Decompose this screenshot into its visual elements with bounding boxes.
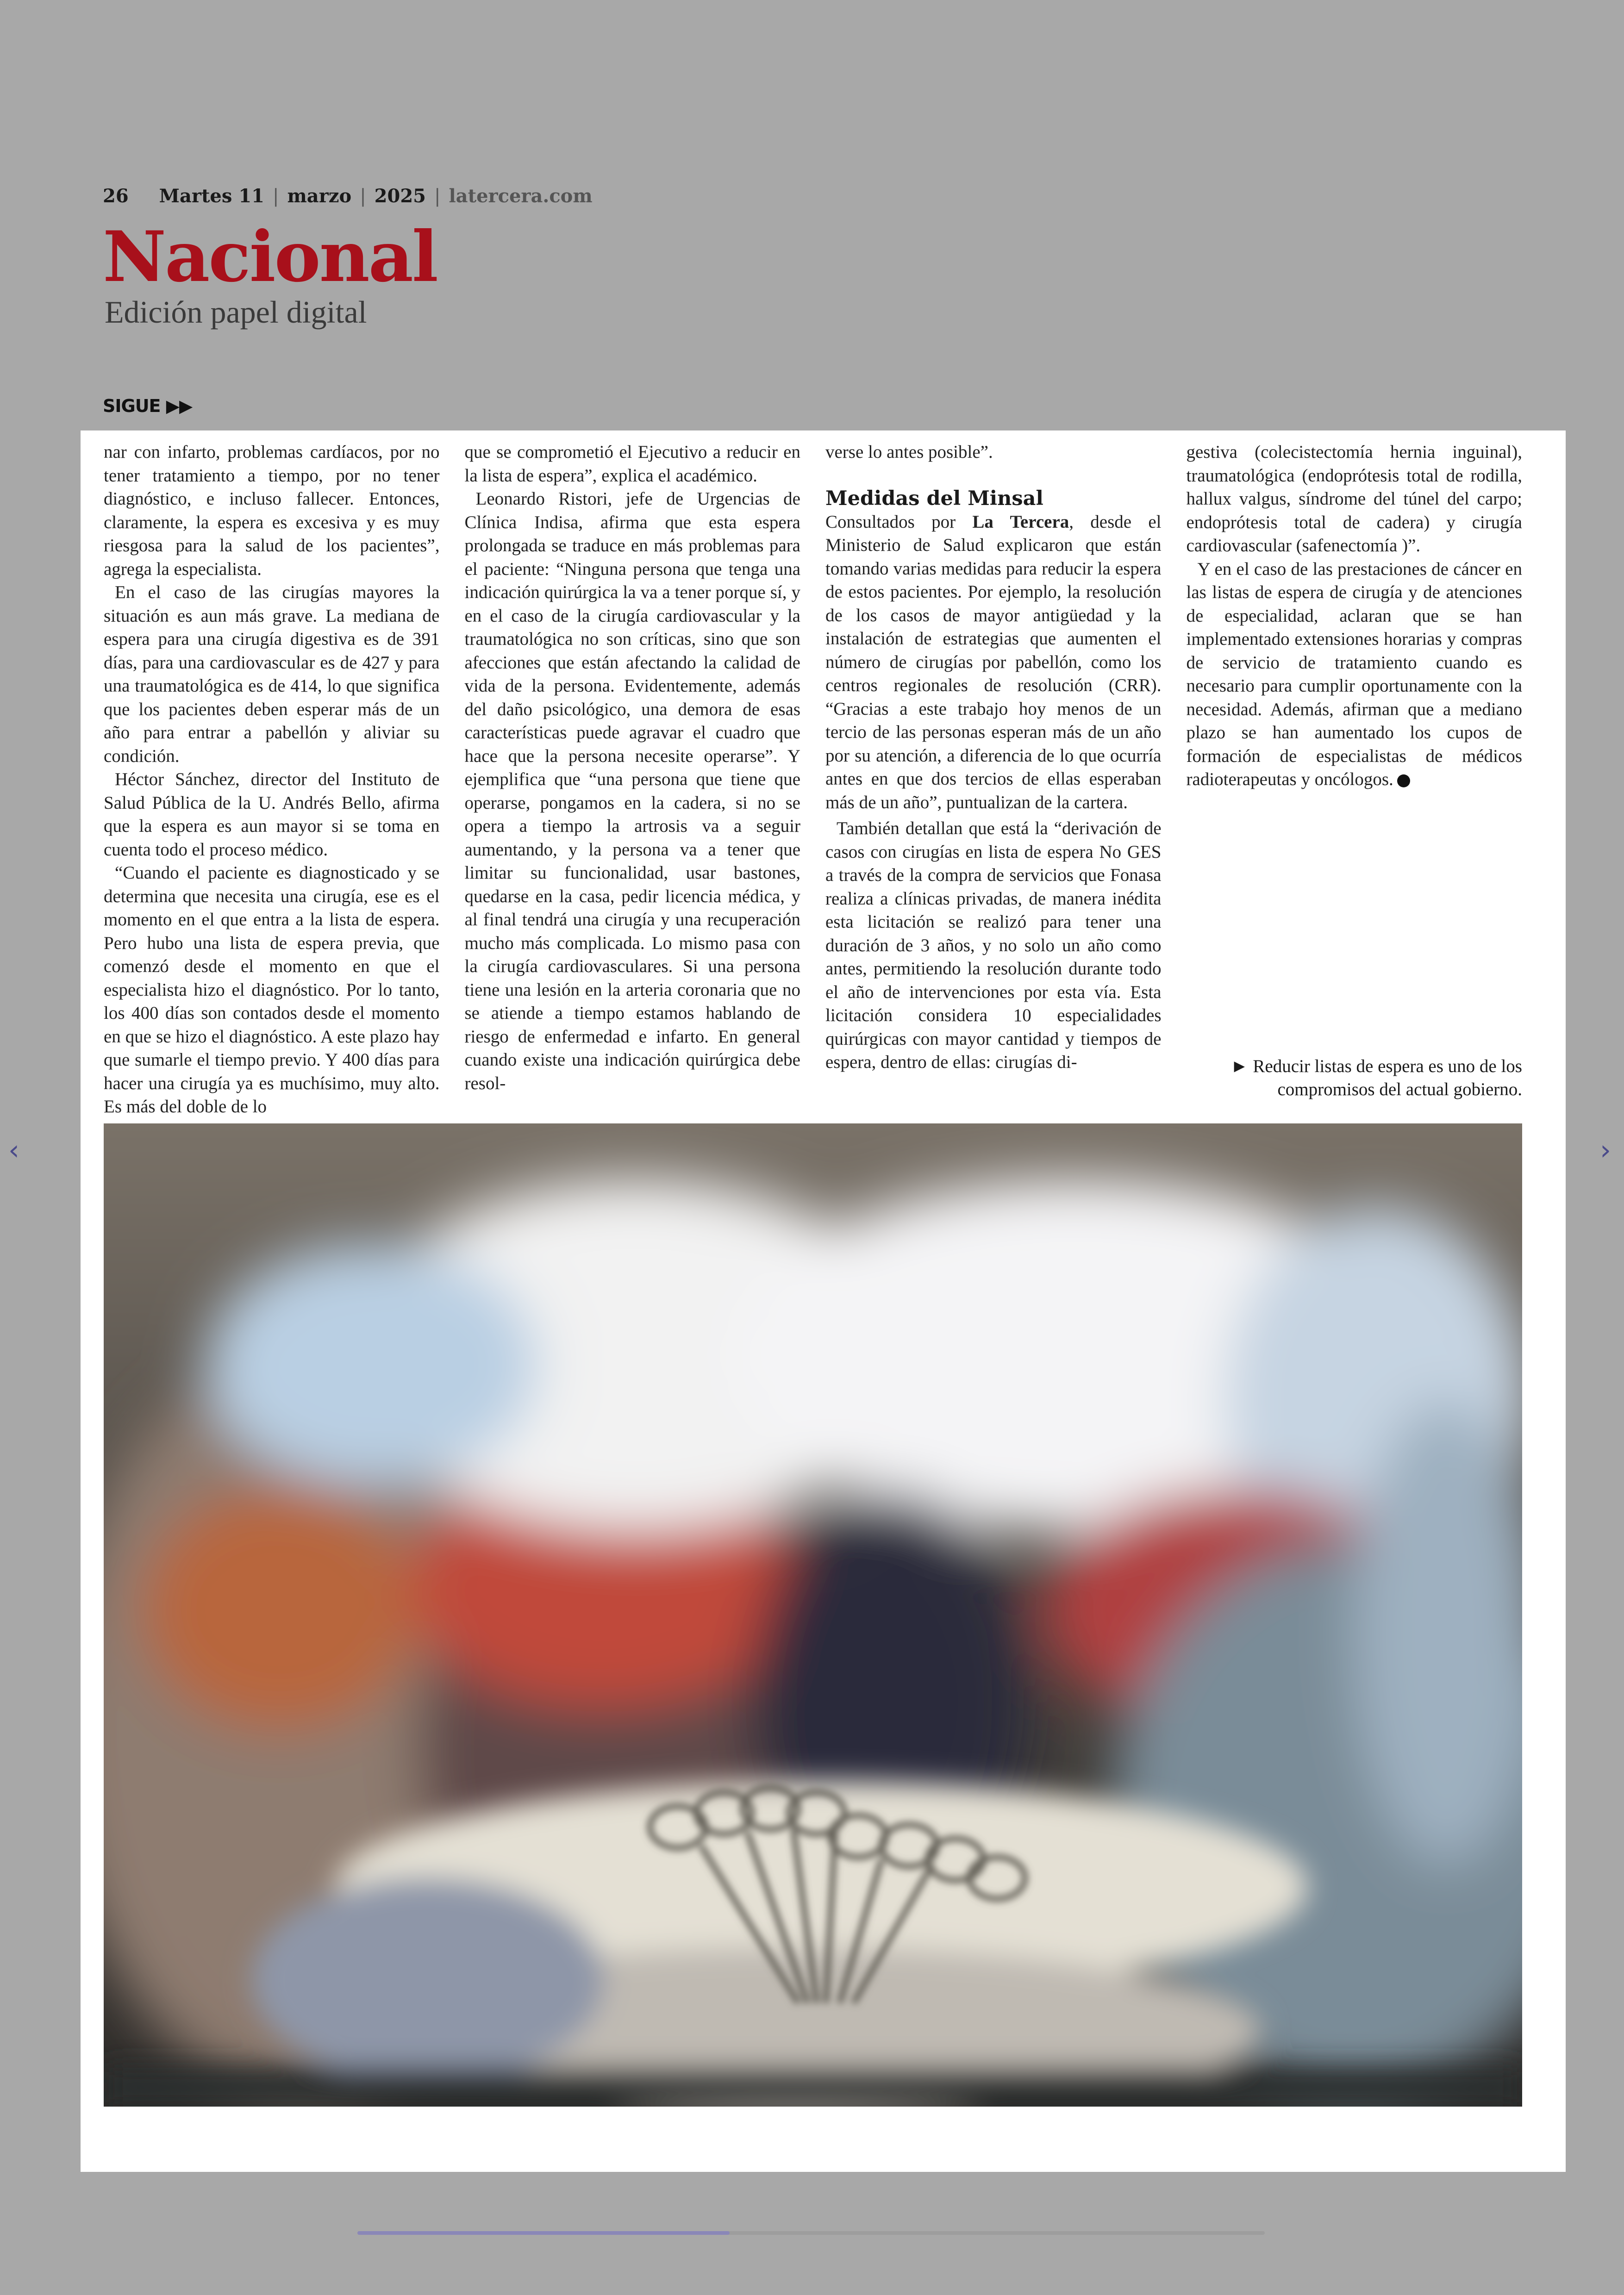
- chevron-left-icon[interactable]: ‹: [8, 1134, 19, 1166]
- subheading: Medidas del Minsal: [825, 486, 1043, 510]
- paragraph: nar con infarto, problemas cardíacos, por no tener tratamiento a tiempo, por no tener diagnóstico, e incluso fallecer. Entonces, claramente, la espera es excesiva y es muy riesgosa para la salud de los pacientes”, agrega la especialista.: [104, 442, 440, 579]
- publication-name: La Tercera: [972, 511, 1069, 532]
- chevron-right-icon[interactable]: ›: [1600, 1134, 1611, 1166]
- surgery-photo: [104, 1123, 1522, 2107]
- paragraph: Leonardo Ristori, jefe de Urgencias de Clínica Indisa, afirma que esta espera prolongada se traduce en más problemas para el paciente: “Ninguna persona que tenga una indicación quirúrgica la va a tener porque sí, y en el caso de la cirugía cardiovascular y la traumatológica no son críticas, sino que son afecciones que están afectando la calidad de vida de la persona. Evidentemente, además del daño psicológico, una demora de esas características puede agravar el cuadro que hace que la persona necesite operarse”. Y ejemplifica que “una persona que tiene que operarse, pongamos en la cadera, si no se opera a tiempo la artrosis va a seguir aumentando, y la persona va a tener que limitar su funcionalidad, usar bastones, quedarse en la casa, pedir licencia médica, y al final tendrá una cirugía y una recuperación mucho más complicada. Lo mismo pasa con la cirugía cardiovasculares. Si una persona tiene una lesión en la arteria coronaria que no se atiende a tiempo estamos hablando de riesgo de enfermedad e infarto. En general cuando existe una indicación quirúrgica debe resol-: [464, 489, 800, 1093]
- issue-month: marzo: [287, 185, 352, 207]
- newspaper-page: [81, 430, 1566, 2172]
- edition-subtitle: Edición papel digital: [105, 294, 367, 330]
- site-name: latercera.com: [449, 185, 593, 207]
- issue-day: Martes 11: [159, 185, 264, 207]
- paragraph: Consultados por La Tercera, desde el Ministerio de Salud explicaron que están tomando varias medidas para reducir la espera de estos pacientes. Por ejemplo, la resolución de los casos de mayor antigüedad y la instalación de estrategias que aumenten el número de cirugías por pabellón, como los centros regionales de resolución (CRR). “Gracias a este trabajo hoy menos de un tercio de las personas esperan más de un año por su atención, a diferencia de lo que ocurría antes en que dos tercios de ellas esperaban más de un año”, puntualizan de la cartera.: [825, 511, 1162, 812]
- paragraph: gestiva (colecistectomía hernia inguinal), traumatológica (endoprótesis total de rodilla, hallux valgus, síndrome del túnel del carpo; endoprótesis total de cadera) y cirugía cardiovascular (safenectomía )”.: [1186, 442, 1522, 555]
- continued-marker: SIGUE ▶▶: [103, 396, 193, 416]
- paragraph: Héctor Sánchez, director del Instituto de Salud Pública de la U. Andrés Bello, afirma que la espera es aun mayor si se toma en cuenta todo el proceso médico.: [104, 769, 440, 860]
- paragraph: Y en el caso de las prestaciones de cáncer en las listas de espera de cirugía y de atenciones de especialidad, aclaran que se han implementado extensiones horarias y compras de servicio de tratamiento cuando es necesario para cumplir oportunamente con la necesidad. Además, afirman que a mediano plazo se han aumentado los cupos de formación de especialistas de médicos radioterapeutas y oncólogos.: [1186, 559, 1522, 789]
- photo-caption: ► Reducir listas de espera es uno de los compromisos del actual gobierno.: [1230, 1056, 1522, 1099]
- issue-year: 2025: [374, 185, 426, 207]
- reading-progress-bar[interactable]: [357, 2231, 1265, 2235]
- section-title: Nacional: [103, 216, 437, 298]
- paragraph: También detallan que está la “derivación de casos con cirugías en lista de espera No GES a través de la compra de servicios que Fonasa realiza a clínicas privadas, de manera inédita esta licitación se realizó para tener una duración de 3 años, y no solo un año como antes, permitiendo la resolución durante todo el año de intervenciones por esta vía. Esta licitación considera 10 especialidades quirúrgicas con mayor cantidad y tiempos de espera, dentro de ellas: cirugías di-: [825, 818, 1162, 1072]
- page-number: 26: [103, 185, 129, 207]
- paragraph: En el caso de las cirugías mayores la situación es aun más grave. La mediana de espera para una cirugía digestiva es de 391 días, para una cardiovascular es de 427 y para una traumatológica es de 414, lo que significa que los pacientes deben esperar más de un año para entrar a pabellón y aliviar su condición.: [104, 582, 440, 766]
- issue-meta: 26 Martes 11 | marzo | 2025 | latercera.com: [103, 185, 593, 207]
- reading-progress-fill: [357, 2231, 730, 2235]
- paragraph: “Cuando el paciente es diagnosticado y se determina que necesita una cirugía, ese es el momento en el que entra a la lista de espera. Pero hubo una lista de espera previa, que comenzó desde el momento en que el especialista hizo el diagnóstico. Por lo tanto, los 400 días son contados desde el momento en que se hizo el diagnóstico. A este plazo hay que sumarle el tiempo previo. Y 400 días para hacer una cirugía ya es muchísimo, muy alto. Es más del doble de lo: [104, 863, 440, 1116]
- paragraph: que se comprometió el Ejecutivo a reducir en la lista de espera”, explica el académico.: [464, 442, 800, 486]
- paragraph: verse lo antes posible”.: [825, 442, 993, 462]
- surgery-photo-illustration: [104, 1123, 1522, 2107]
- end-of-article-dot-icon: [1397, 774, 1410, 787]
